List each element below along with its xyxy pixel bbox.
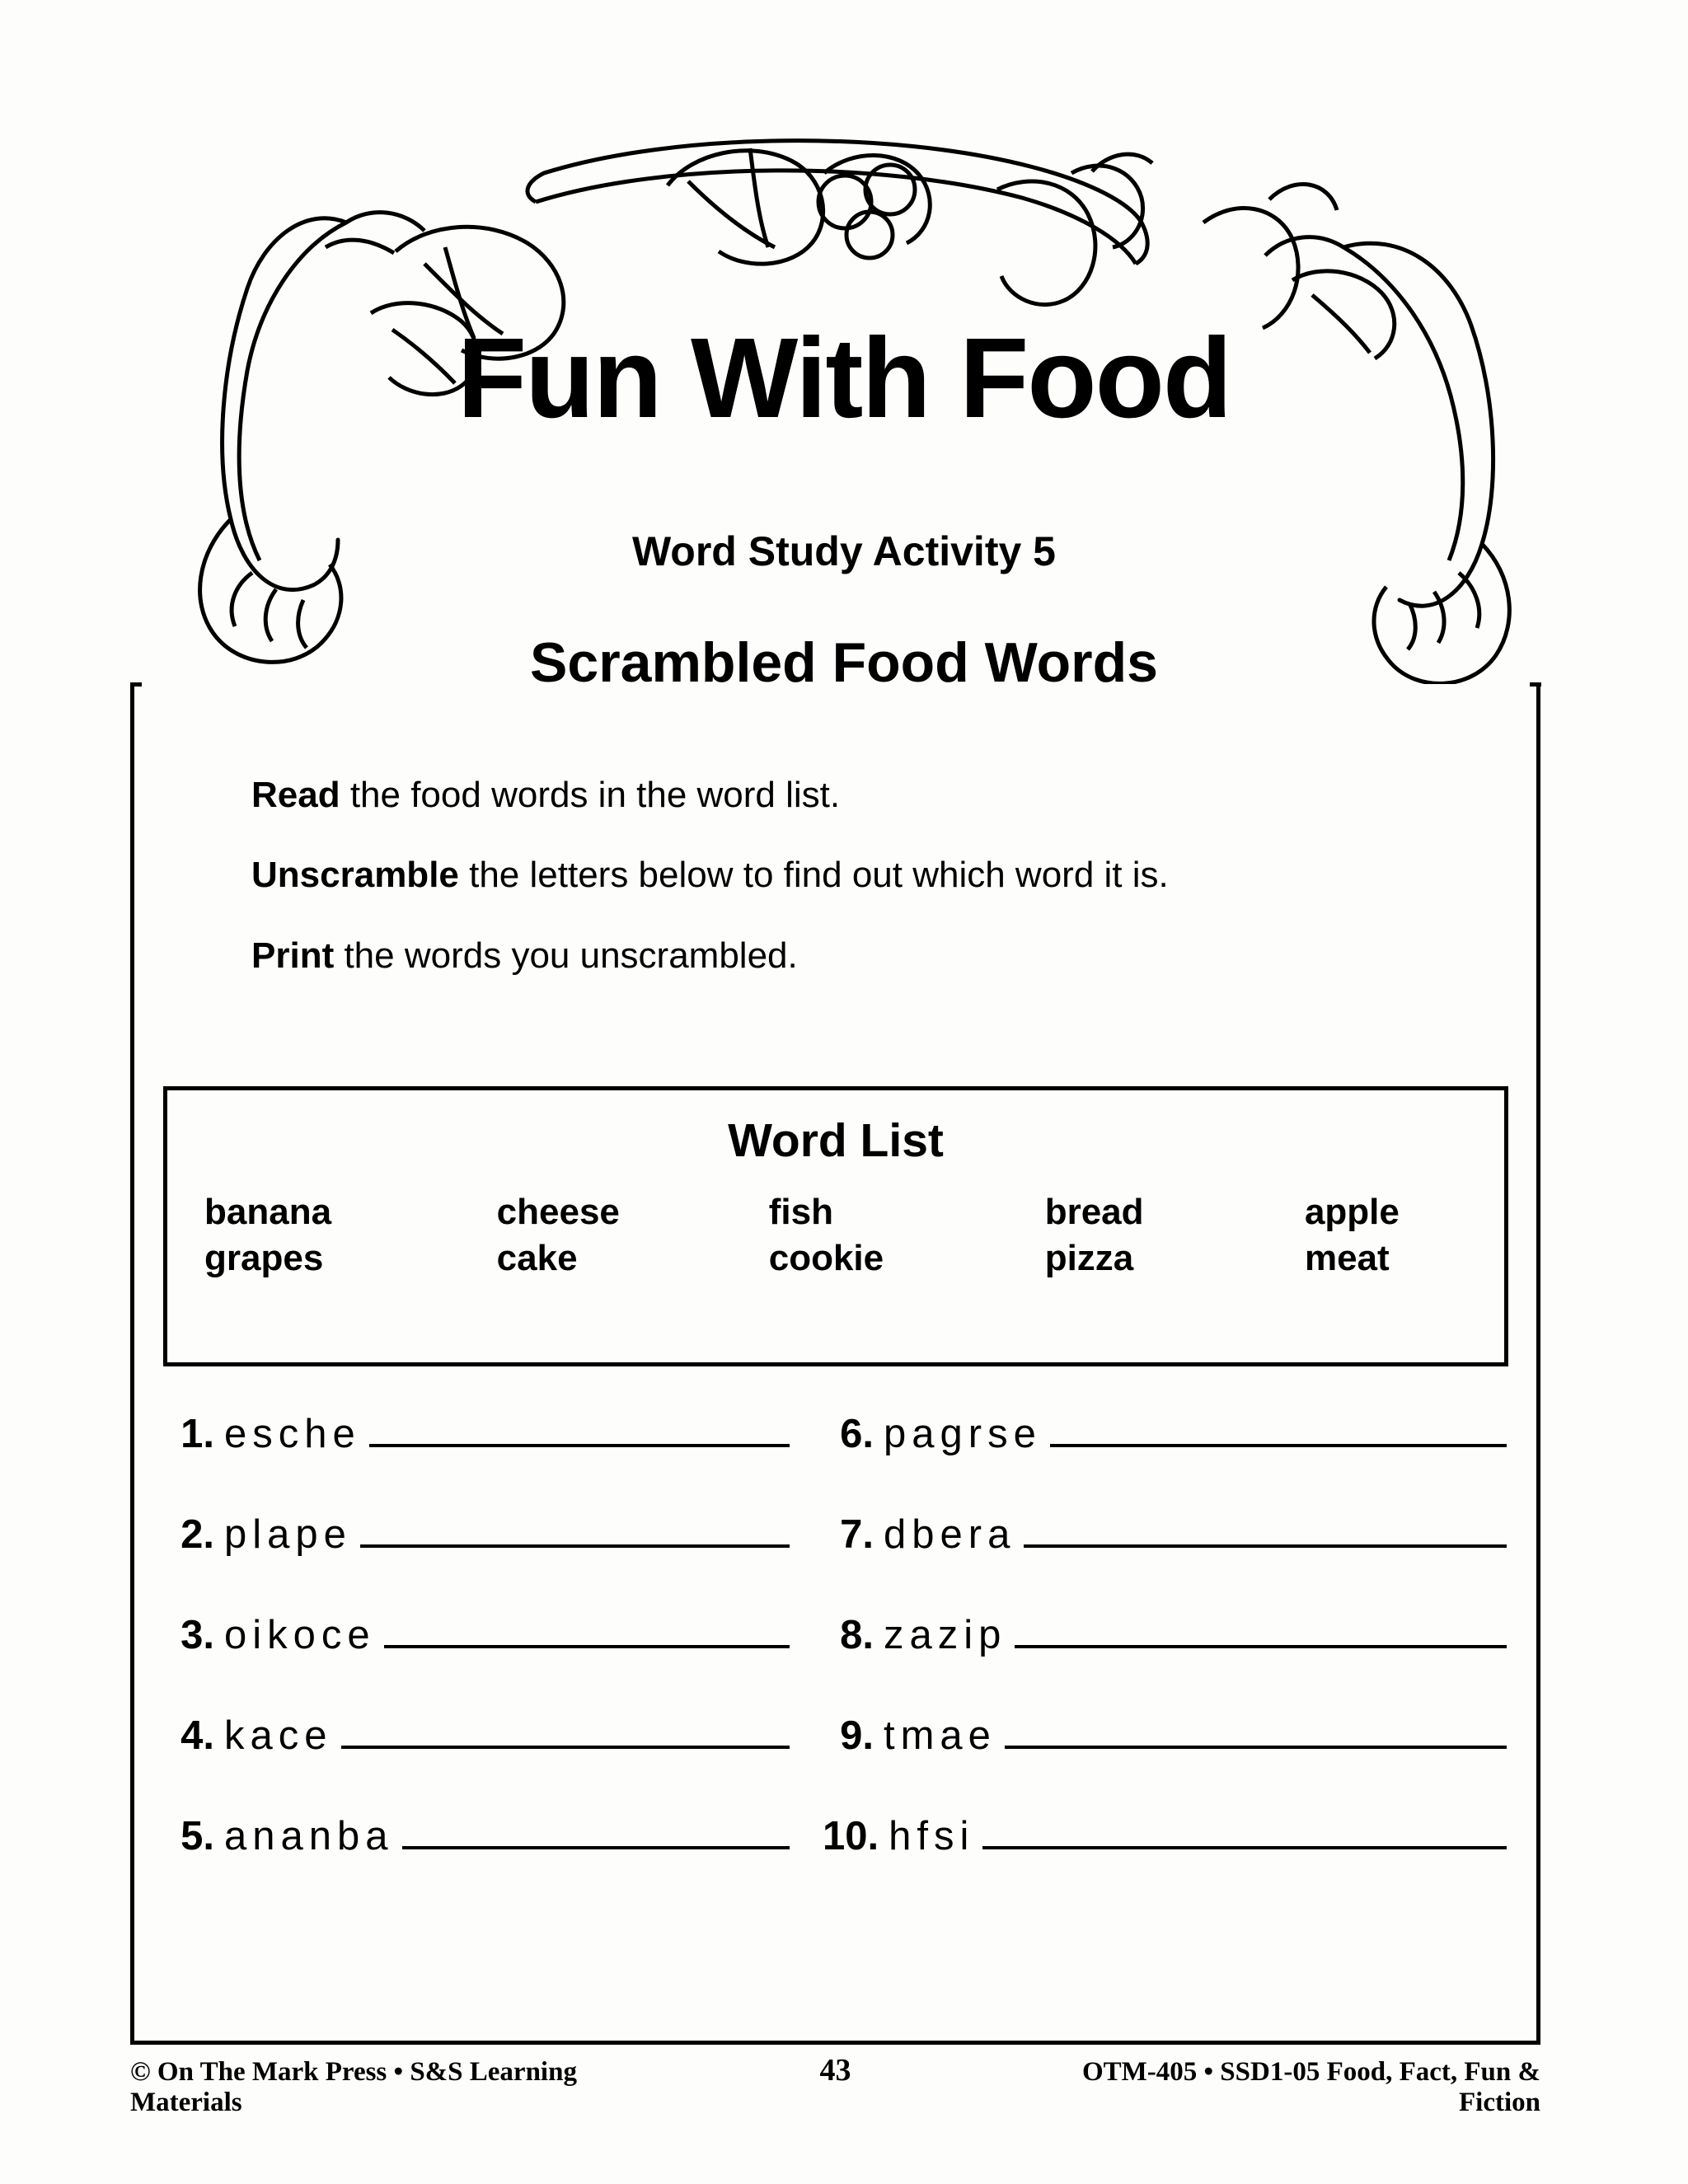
answer-blank-2[interactable] (360, 1510, 790, 1548)
exercise-item-8 (823, 1610, 1507, 1711)
word-list-box (163, 1086, 1508, 1366)
word-grapes: grapes (204, 1238, 324, 1279)
answer-blank-1[interactable] (369, 1409, 790, 1447)
item-number: 5. (181, 1814, 214, 1858)
word-cake: cake (496, 1238, 578, 1279)
scrambled-word: oikoce (224, 1613, 376, 1657)
answer-blank-8[interactable] (1015, 1610, 1507, 1648)
item-number: 4. (181, 1713, 214, 1758)
answer-blank-10[interactable] (982, 1811, 1507, 1849)
page-title: Fun With Food (457, 315, 1231, 442)
exercise-column-left (163, 1409, 790, 1912)
footer-product-code: OTM-405 • SSD1-05 Food, Fact, Fun & Fiction (1081, 2057, 1540, 2117)
page-footer (130, 2052, 1540, 2118)
scrambled-word: esche (224, 1412, 361, 1456)
answer-blank-7[interactable] (1024, 1510, 1507, 1548)
exercise-item-10 (823, 1811, 1507, 1912)
scrambled-word: pagrse (884, 1412, 1042, 1456)
scrambled-word: zazip (884, 1613, 1007, 1657)
word-list-row (204, 1189, 1467, 1235)
scrambled-word: plape (224, 1512, 352, 1557)
answer-blank-4[interactable] (341, 1711, 790, 1749)
scrambled-word: dbera (884, 1512, 1016, 1557)
instruction-text-unscramble: the letters below to find out which word it is. (458, 855, 1169, 896)
answer-blank-6[interactable] (1050, 1409, 1507, 1447)
footer-page-number: 43 (819, 2053, 851, 2088)
instruction-line-3 (251, 935, 1488, 976)
item-number: 1. (181, 1412, 214, 1456)
word-pizza: pizza (1044, 1238, 1134, 1279)
word-meat: meat (1304, 1238, 1390, 1279)
scrambled-word: hfsi (889, 1814, 975, 1858)
instruction-line-2 (251, 855, 1488, 895)
exercise-item-3 (163, 1610, 790, 1711)
word-cookie: cookie (768, 1238, 884, 1279)
word-list-heading: Word List (728, 1114, 944, 1167)
exercise-column-right (823, 1409, 1507, 1912)
scrambled-word: kace (224, 1713, 333, 1758)
footer-copyright: © On The Mark Press • S&S Learning Materials (130, 2057, 577, 2117)
answer-blank-5[interactable] (402, 1811, 790, 1849)
exercise-item-4 (163, 1711, 790, 1811)
word-apple: apple (1304, 1192, 1400, 1232)
word-banana: banana (204, 1192, 332, 1232)
word-cheese: cheese (496, 1192, 620, 1232)
item-number: 7. (840, 1512, 874, 1557)
exercise-item-6 (823, 1409, 1507, 1510)
section-title: Scrambled Food Words (530, 631, 1158, 694)
instruction-text-print: the words you unscrambled. (334, 935, 798, 976)
word-list-row (204, 1235, 1467, 1282)
exercise-item-5 (163, 1811, 790, 1912)
item-number: 9. (840, 1713, 874, 1758)
exercise-item-9 (823, 1711, 1507, 1811)
answer-blank-3[interactable] (384, 1610, 790, 1648)
answer-blank-9[interactable] (1005, 1711, 1507, 1749)
instructions-block (251, 775, 1488, 1015)
scrambled-word: ananba (224, 1814, 394, 1858)
item-number: 3. (181, 1613, 214, 1657)
activity-subtitle: Word Study Activity 5 (632, 528, 1056, 574)
word-fish: fish (768, 1192, 833, 1232)
instruction-keyword-print: Print (251, 935, 335, 976)
item-number: 6. (840, 1412, 874, 1456)
instruction-keyword-unscramble: Unscramble (251, 855, 459, 896)
word-bread: bread (1044, 1192, 1144, 1232)
item-number: 2. (181, 1512, 214, 1557)
word-list-grid (167, 1189, 1504, 1282)
instruction-line-1 (251, 775, 1488, 815)
exercise-item-1 (163, 1409, 790, 1510)
exercise-item-7 (823, 1510, 1507, 1610)
scrambled-word: tmae (884, 1713, 996, 1758)
exercise-item-2 (163, 1510, 790, 1610)
instruction-text-read: the food words in the word list. (340, 775, 841, 815)
instruction-keyword-read: Read (251, 775, 340, 815)
item-number: 10. (823, 1814, 879, 1858)
item-number: 8. (840, 1613, 874, 1657)
